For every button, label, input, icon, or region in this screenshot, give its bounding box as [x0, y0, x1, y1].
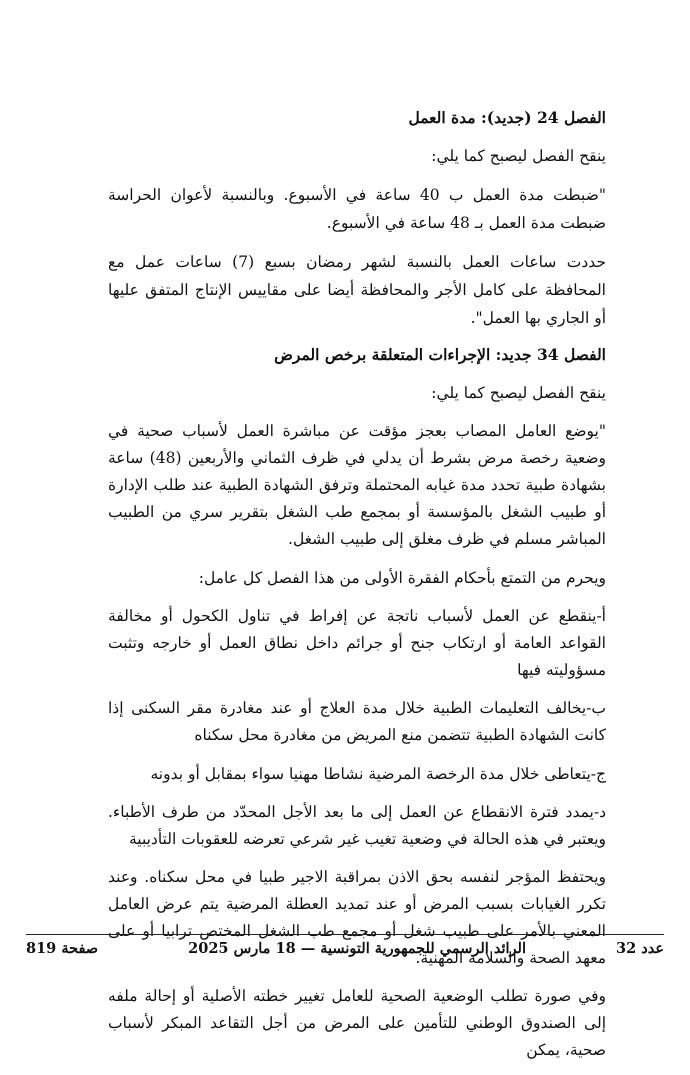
paragraph: حددت ساعات العمل بالنسبة لشهر رمضان بسبع (7) ساعات عمل مع المحافظة على كامل الأجر والمحافظة أيضا على مقاييس الإنتاج المتفق عليها أو الجاري بها العمل". — [108, 253, 606, 327]
paragraph: وفي صورة تطلب الوضعية الصحية للعامل تغيير خطته الأصلية أو إحالة ملفه إلى الصندوق الوطني للتأمين على المرض من أجل التقاعد المبكر لأسباب صحية، يمكن — [108, 987, 606, 1059]
issue-number: عدد 32 — [616, 940, 664, 957]
page-number: صفحة 819 — [26, 940, 99, 957]
section-heading-24: الفصل 24 (جديد): مدة العمل — [408, 108, 606, 127]
document-body — [108, 96, 606, 1075]
paragraph: "ضبطت مدة العمل ب 40 ساعة في الأسبوع. وبالنسبة لأعوان الحراسة ضبطت مدة العمل بـ 48 ساعة في الأسبوع. — [108, 186, 606, 232]
paragraph: ينقح الفصل ليصبح كما يلي: — [431, 384, 606, 402]
list-item: أ-ينقطع عن العمل لأسباب ناتجة عن إفراط في تناول الكحول أو مخالفة القواعد العامة أو ارتكاب جنح أو جرائم داخل نطاق العمل أو خارجه وتثبت مسؤوليته فيها — [108, 607, 606, 679]
list-item: ج-يتعاطى خلال مدة الرخصة المرضية نشاطا مهنيا سواء بمقابل أو بدونه — [150, 765, 606, 783]
gazette-title: الرائد الرسمي للجمهورية التونسية — 18 مارس 2025 — [188, 940, 526, 957]
paragraph: ويحرم من التمتع بأحكام الفقرة الأولى من هذا الفصل كل عامل: — [198, 569, 606, 587]
paragraph: ويحتفظ المؤجر لنفسه بحق الاذن بمراقبة الاجير طبيا في محل سكناه. وعند تكرر الغيابات بسبب المرض أو عند تمديد العطلة المرضية يتم عرض العامل المعني بالأمر على طبيب شغل أو مجمع طب الشغل المختص ترابيا أو على معهد الصحة والسلامة المهنية. — [108, 868, 606, 967]
list-item: ب-يخالف التعليمات الطبية خلال مدة العلاج أو عند مغادرة مقر السكنى إذا كانت الشهادة الطبية تتضمن منع المريض من مغادرة محل سكناه — [108, 699, 606, 744]
paragraph: "يوضع العامل المصاب بعجز مؤقت عن مباشرة العمل لأسباب صحية في وضعية رخصة مرض بشرط أن يدلي في ظرف الثماني والأربعين (48) ساعة بشهادة طبية تحدد مدة غيابه المحتملة وترفق الشهادة الطبية عند طلب الإدارة أو طبيب الشغل بالمؤسسة أو بمجمع طب الشغل بتقرير سري من الطبيب المباشر مسلم في ظرف مغلق إلى طبيب الشغل. — [108, 422, 606, 548]
page-footer — [26, 940, 664, 957]
list-item: د-يمدد فترة الانقطاع عن العمل إلى ما بعد الأجل المحدّد من طرف الأطباء. ويعتبر في هذه الحالة في وضعية تغيب غير شرعي تعرضه للعقوبات التأديبية — [108, 803, 606, 848]
section-heading-34: الفصل 34 جديد: الإجراءات المتعلقة برخص المرض — [274, 345, 606, 364]
footer-divider — [26, 934, 664, 935]
paragraph: ينقح الفصل ليصبح كما يلي: — [431, 147, 606, 165]
